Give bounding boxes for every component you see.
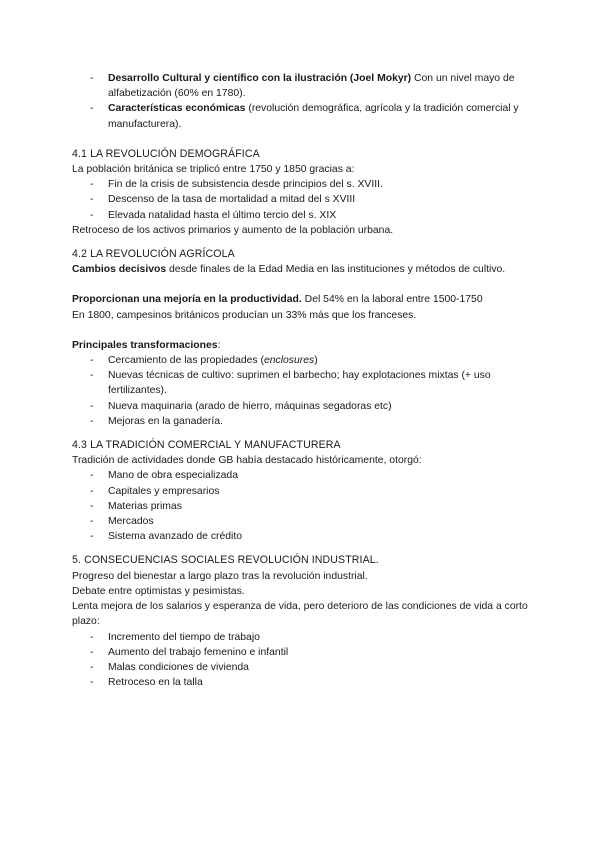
item-text: ) [314, 355, 318, 367]
bullet-dash: - [90, 631, 94, 643]
bold-label: Desarrollo Cultural y científico con la ilustración (Joel Mokyr) [108, 73, 412, 84]
section-heading-consecuencias: 5. CONSECUENCIAS SOCIALES REVOLUCIÓN INDUSTRIAL. [72, 554, 379, 567]
bullet-dash: - [90, 646, 94, 658]
bullet-dash: - [90, 516, 94, 528]
bullet-dash: - [90, 355, 94, 367]
item-text: Con un nivel mayo de alfabetización (60% en 1780). [108, 73, 515, 100]
list-title [72, 338, 532, 353]
bullet-dash: - [90, 370, 94, 382]
list-item [72, 368, 532, 398]
item-text: Mano de obra especializada [108, 470, 238, 482]
item-text: Cercamiento de las propiedades ( [108, 355, 264, 367]
paragraph-text: Del 54% en la laboral entre 1500-1750 [301, 294, 483, 306]
section-heading-demografica: 4.1 LA REVOLUCIÓN DEMOGRÁFICA [72, 147, 260, 160]
list-item [72, 484, 532, 499]
list-item [72, 468, 532, 483]
list-item [72, 499, 532, 514]
item-text: Materias primas [108, 500, 182, 512]
bullet-dash: - [90, 209, 94, 221]
bullet-dash: - [90, 485, 94, 497]
bullet-dash: - [90, 470, 94, 482]
item-text: Nueva maquinaria (arado de hierro, máquinas segadoras etc) [108, 400, 392, 412]
paragraph: La población británica se triplicó entre 1750 y 1850 gracias a: [72, 164, 355, 176]
bullet-dash: - [90, 531, 94, 543]
list-item [72, 675, 532, 690]
paragraph: Retroceso de los activos primarios y aumento de la población urbana. [72, 224, 394, 236]
paragraph: Tradición de actividades donde GB había destacado históricamente, otorgó: [72, 455, 422, 467]
bold-label: Proporcionan una mejoría en la productividad. [72, 294, 302, 306]
item-text: Retroceso en la talla [108, 677, 203, 689]
item-text: Malas condiciones de vivienda [108, 661, 249, 673]
list-item [72, 192, 532, 207]
bullet-dash: - [90, 415, 94, 427]
comercial-list [72, 468, 532, 544]
list-item [72, 645, 532, 660]
item-text: Fin de la crisis de subsistencia desde principios del s. XVIII. [108, 179, 383, 191]
list-title-suffix: : [217, 339, 221, 351]
bullet-dash: - [90, 661, 94, 673]
item-text: Mejoras en la ganadería. [108, 415, 223, 427]
item-text: Mercados [108, 516, 154, 528]
italic-term: enclosures [263, 355, 315, 367]
bold-label: Características económicas [108, 103, 246, 115]
bold-label: Principales transformaciones [72, 339, 218, 351]
list-item [72, 353, 532, 368]
section-heading-comercial: 4.3 LA TRADICIÓN COMERCIAL Y MANUFACTURERA [72, 439, 341, 452]
paragraph [72, 262, 532, 277]
bullet-dash: - [90, 400, 94, 412]
paragraph: Lenta mejora de los salarios y esperanza de vida, pero deterioro de las condiciones de vida a corto plazo: [72, 601, 528, 628]
list-item [72, 101, 532, 131]
paragraph [72, 292, 532, 307]
agricola-list [72, 353, 532, 429]
item-text: Elevada natalidad hasta el último tercio del s. XIX [108, 209, 337, 221]
section-heading-agricola: 4.2 LA REVOLUCIÓN AGRÍCOLA [72, 248, 235, 261]
intro-list [72, 71, 532, 132]
item-text: Capitales y empresarios [108, 485, 220, 497]
list-item [72, 529, 532, 544]
bullet-dash: - [90, 500, 94, 512]
item-text: Descenso de la tasa de mortalidad a mitad del s XVIII [108, 194, 356, 206]
paragraph: En 1800, campesinos británicos producían un 33% más que los franceses. [72, 309, 417, 321]
bullet-dash: - [90, 677, 94, 689]
item-text: (revolución demográfica, agrícola y la tradición comercial y manufacturera). [108, 103, 519, 130]
paragraph: Progreso del bienestar a largo plazo tras la revolución industrial. [72, 570, 368, 582]
demografica-list [72, 177, 532, 223]
list-item [72, 514, 532, 529]
item-text: Nuevas técnicas de cultivo: suprimen el barbecho; hay explotaciones mixtas (+ uso fertilizantes). [108, 370, 491, 397]
list-item [72, 660, 532, 675]
item-text: Incremento del tiempo de trabajo [108, 631, 260, 643]
consecuencias-list [72, 630, 532, 691]
list-item [72, 71, 532, 101]
document-page [72, 71, 532, 690]
list-item [72, 414, 532, 429]
bullet-dash: - [90, 73, 94, 84]
list-item [72, 177, 532, 192]
item-text: Sistema avanzado de crédito [108, 531, 243, 543]
bullet-dash: - [90, 194, 94, 206]
bold-label: Cambios decisivos [72, 264, 167, 276]
item-text: Aumento del trabajo femenino e infantil [108, 646, 289, 658]
bullet-dash: - [90, 179, 94, 191]
paragraph: Debate entre optimistas y pesimistas. [72, 585, 245, 597]
list-item [72, 208, 532, 223]
paragraph-text: desde finales de la Edad Media en las instituciones y métodos de cultivo. [166, 264, 506, 276]
list-item [72, 630, 532, 645]
list-item [72, 399, 532, 414]
bullet-dash: - [90, 103, 94, 115]
